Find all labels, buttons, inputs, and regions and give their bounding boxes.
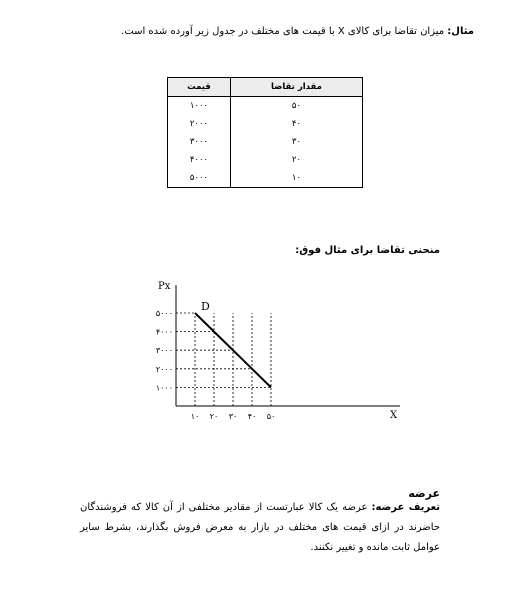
quantity-cell: ۲۰ (230, 151, 362, 169)
y-tick-label: ۱۰۰۰ (155, 383, 173, 393)
quantity-cell: ۵۰ (230, 97, 362, 116)
supply-def-label: تعریف عرضه: (371, 502, 440, 513)
x-tick-label: ۲۰ (209, 412, 219, 421)
header-price: قیمت (168, 78, 231, 97)
y-tick-label: ۳۰۰۰ (155, 346, 173, 356)
supply-definition (80, 498, 440, 558)
x-tick-label: ۱۰ (190, 412, 200, 421)
quantity-cell: ۱۰ (230, 169, 362, 188)
price-cell: ۴۰۰۰ (168, 151, 231, 169)
quantity-cell: ۳۰ (230, 133, 362, 151)
table-row (168, 115, 363, 133)
table-row (168, 151, 363, 169)
supply-heading: عرضه (408, 487, 440, 500)
example-text: میزان تقاضا برای کالای X با قیمت های مختلف در جدول زیر آورده شده است. (121, 26, 448, 37)
y-tick-label: ۴۰۰۰ (155, 327, 173, 337)
table-header-row (168, 78, 363, 97)
supply-def-text: عرضه یک کالا عبارتست از مقادیر مختلفی از آن کالا که فروشندگان حاضرند در ازای قیمت های مختلف در بازار به معرض فروش بگذارند، بشرط سایر عوامل ثابت مانده و تغییر نکنند. (80, 502, 440, 553)
price-cell: ۱۰۰۰ (168, 97, 231, 116)
price-cell: ۲۰۰۰ (168, 115, 231, 133)
price-cell: ۵۰۰۰ (168, 169, 231, 188)
x-tick-label: ۳۰ (228, 412, 238, 421)
x-axis-label: X (390, 410, 398, 421)
demand-table (167, 77, 363, 188)
x-tick-label: ۵۰ (266, 412, 276, 421)
y-tick-label: ۵۰۰۰ (155, 309, 173, 318)
y-tick-label: ۲۰۰۰ (155, 364, 173, 374)
curve-label: D (201, 300, 210, 313)
header-quantity: مقدار تقاضا (230, 78, 362, 97)
example-label: مثال: (447, 26, 474, 37)
price-cell: ۳۰۰۰ (168, 133, 231, 151)
table-row (168, 169, 363, 188)
quantity-cell: ۴۰ (230, 115, 362, 133)
x-tick-label: ۴۰ (247, 412, 257, 421)
curve-title: منحنی تقاضا برای مثال فوق: (295, 245, 440, 256)
table-row (168, 133, 363, 151)
table-row (168, 97, 363, 116)
demand-chart (140, 232, 398, 422)
example-paragraph (54, 26, 474, 37)
y-axis-label: Px (158, 281, 171, 293)
